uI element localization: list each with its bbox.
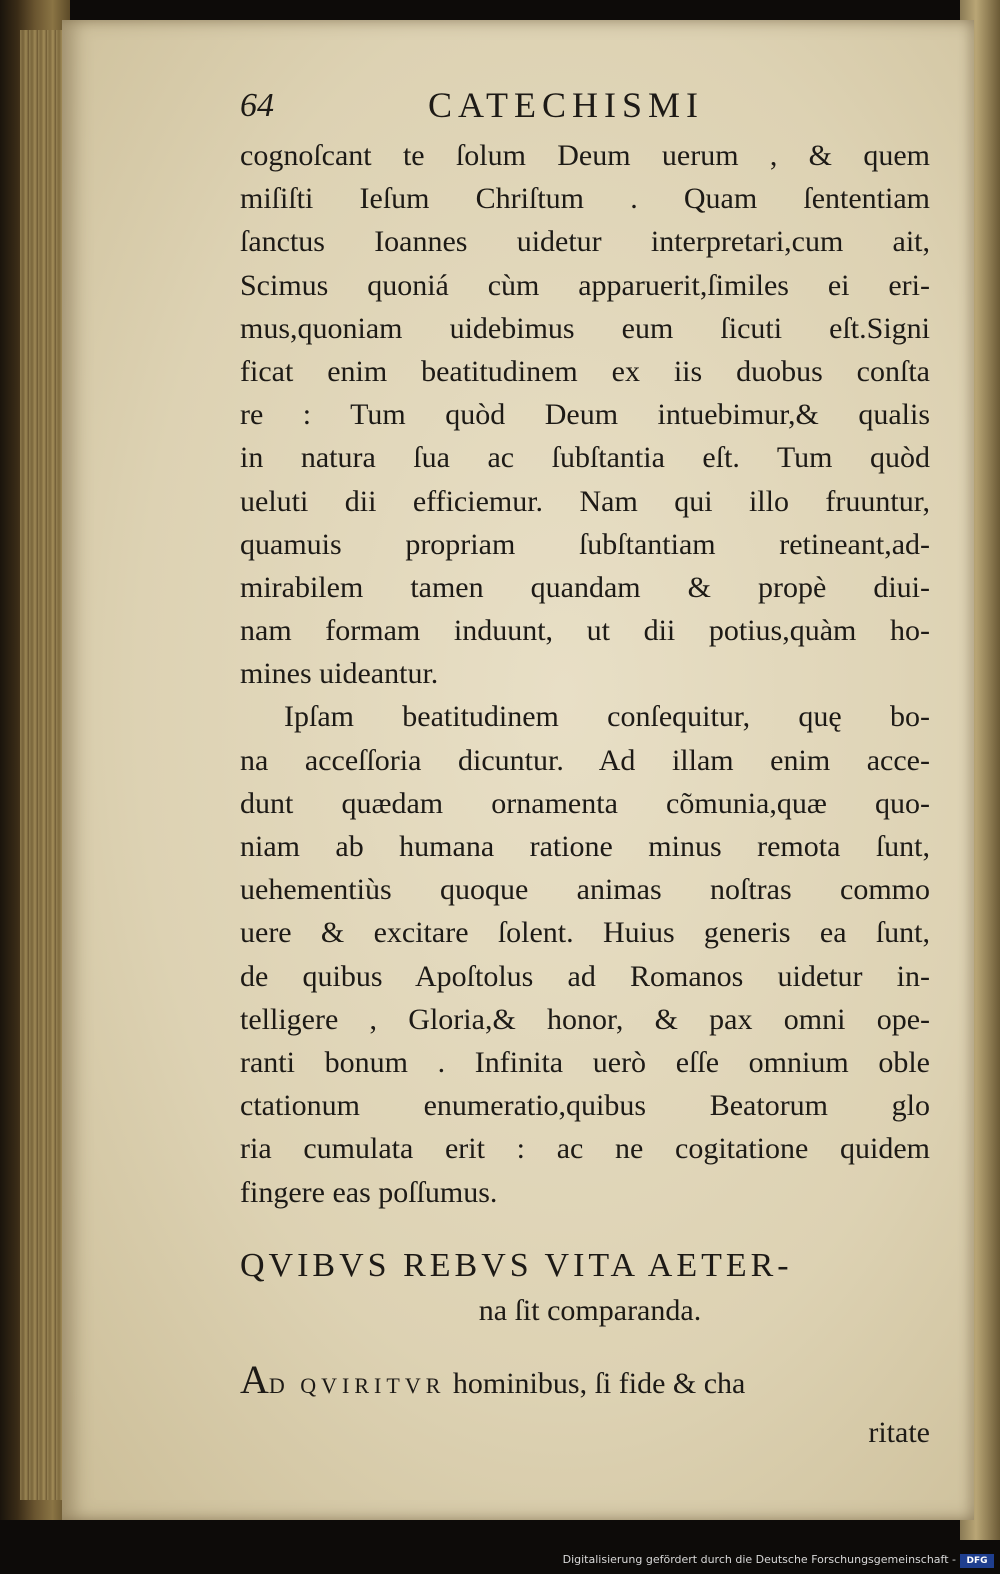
page-text-block <box>178 84 938 1455</box>
text-line: na acceſſoria dicuntur. Ad illam enim acce- <box>240 743 930 777</box>
page-header <box>178 84 938 134</box>
text-line: nam formam induunt, ut dii potius,quàm ho- <box>240 614 930 648</box>
text-line: fingere eas poſſumus. <box>240 1175 498 1209</box>
page-number: 64 <box>240 87 274 124</box>
text-run: hominibus, ſi fide & cha <box>445 1367 746 1401</box>
text-line: uere & excitare ſolent. Huius generis ea ſunt, <box>240 916 930 950</box>
funding-credit: Digitalisierung gefördert durch die Deutsche Forschungsgemeinschaft - <box>562 1553 956 1566</box>
text-line: dunt quædam ornamenta cõmunia,quæ quo- <box>240 786 930 820</box>
text-line: mirabilem tamen quandam & propè diui- <box>240 570 930 604</box>
text-line: cognoſcant te ſolum Deum uerum , & quem <box>240 139 930 172</box>
text-line: ficat enim beatitudinem ex iis duobus conſta <box>240 354 930 388</box>
text-line: ria cumulata erit : ac ne cogitatione quidem <box>240 1132 930 1166</box>
text-line: ſanctus Ioannes uidetur interpretari,cum ait, <box>240 225 930 259</box>
digitization-footer <box>0 1544 1000 1574</box>
final-paragraph <box>240 1358 930 1454</box>
heading-line: QVIBVS REBVS VITA AETER- <box>240 1246 793 1284</box>
text-line: ctationum enumeratio,quibus Beatorum glo <box>240 1089 930 1123</box>
text-line: mus,quoniam uidebimus eum ſicuti eſt.Signi <box>240 311 930 345</box>
page-stack-edge-left <box>20 30 68 1500</box>
text-line: telligere , Gloria,& honor, & pax omni ope- <box>240 1002 930 1036</box>
small-caps-word: D QVIRITVR <box>268 1373 446 1399</box>
text-line: uehementiùs quoque animas noſtras commo <box>240 873 930 907</box>
text-line <box>240 1358 930 1407</box>
initial-letter: A <box>240 1357 269 1403</box>
heading-line: na ſit comparanda. <box>478 1293 702 1327</box>
text-line: ranti bonum . Infinita uerò eſſe omnium oble <box>240 1045 930 1079</box>
text-line: quamuis propriam ſubſtantiam retineant,ad- <box>240 527 930 561</box>
text-line: de quibus Apoſtolus ad Romanos uidetur in- <box>240 959 930 993</box>
section-heading <box>240 1244 940 1332</box>
text-line: mines uideantur. <box>240 657 439 691</box>
paragraph-1 <box>240 134 930 695</box>
dfg-logo: DFG <box>960 1554 994 1568</box>
text-line: re : Tum quòd Deum intuebimur,& qualis <box>240 398 930 432</box>
paragraph-2 <box>240 695 930 1213</box>
text-line: niam ab humana ratione minus remota ſunt, <box>240 830 930 863</box>
text-line: ueluti dii efficiemur. Nam qui illo fruuntur, <box>240 484 930 518</box>
text-line: miſiſti Ieſum Chriſtum . Quam ſententiam <box>240 182 930 216</box>
catchword: ritate <box>868 1416 930 1450</box>
text-line: Ipſam beatitudinem conſequitur, quę bo- <box>284 700 930 734</box>
text-line: Scimus quoniá cùm apparuerit,ſimiles ei eri- <box>240 268 930 302</box>
running-head: CATECHISMI <box>428 85 705 125</box>
text-line: in natura ſua ac ſubſtantia eſt. Tum quòd <box>240 441 930 475</box>
